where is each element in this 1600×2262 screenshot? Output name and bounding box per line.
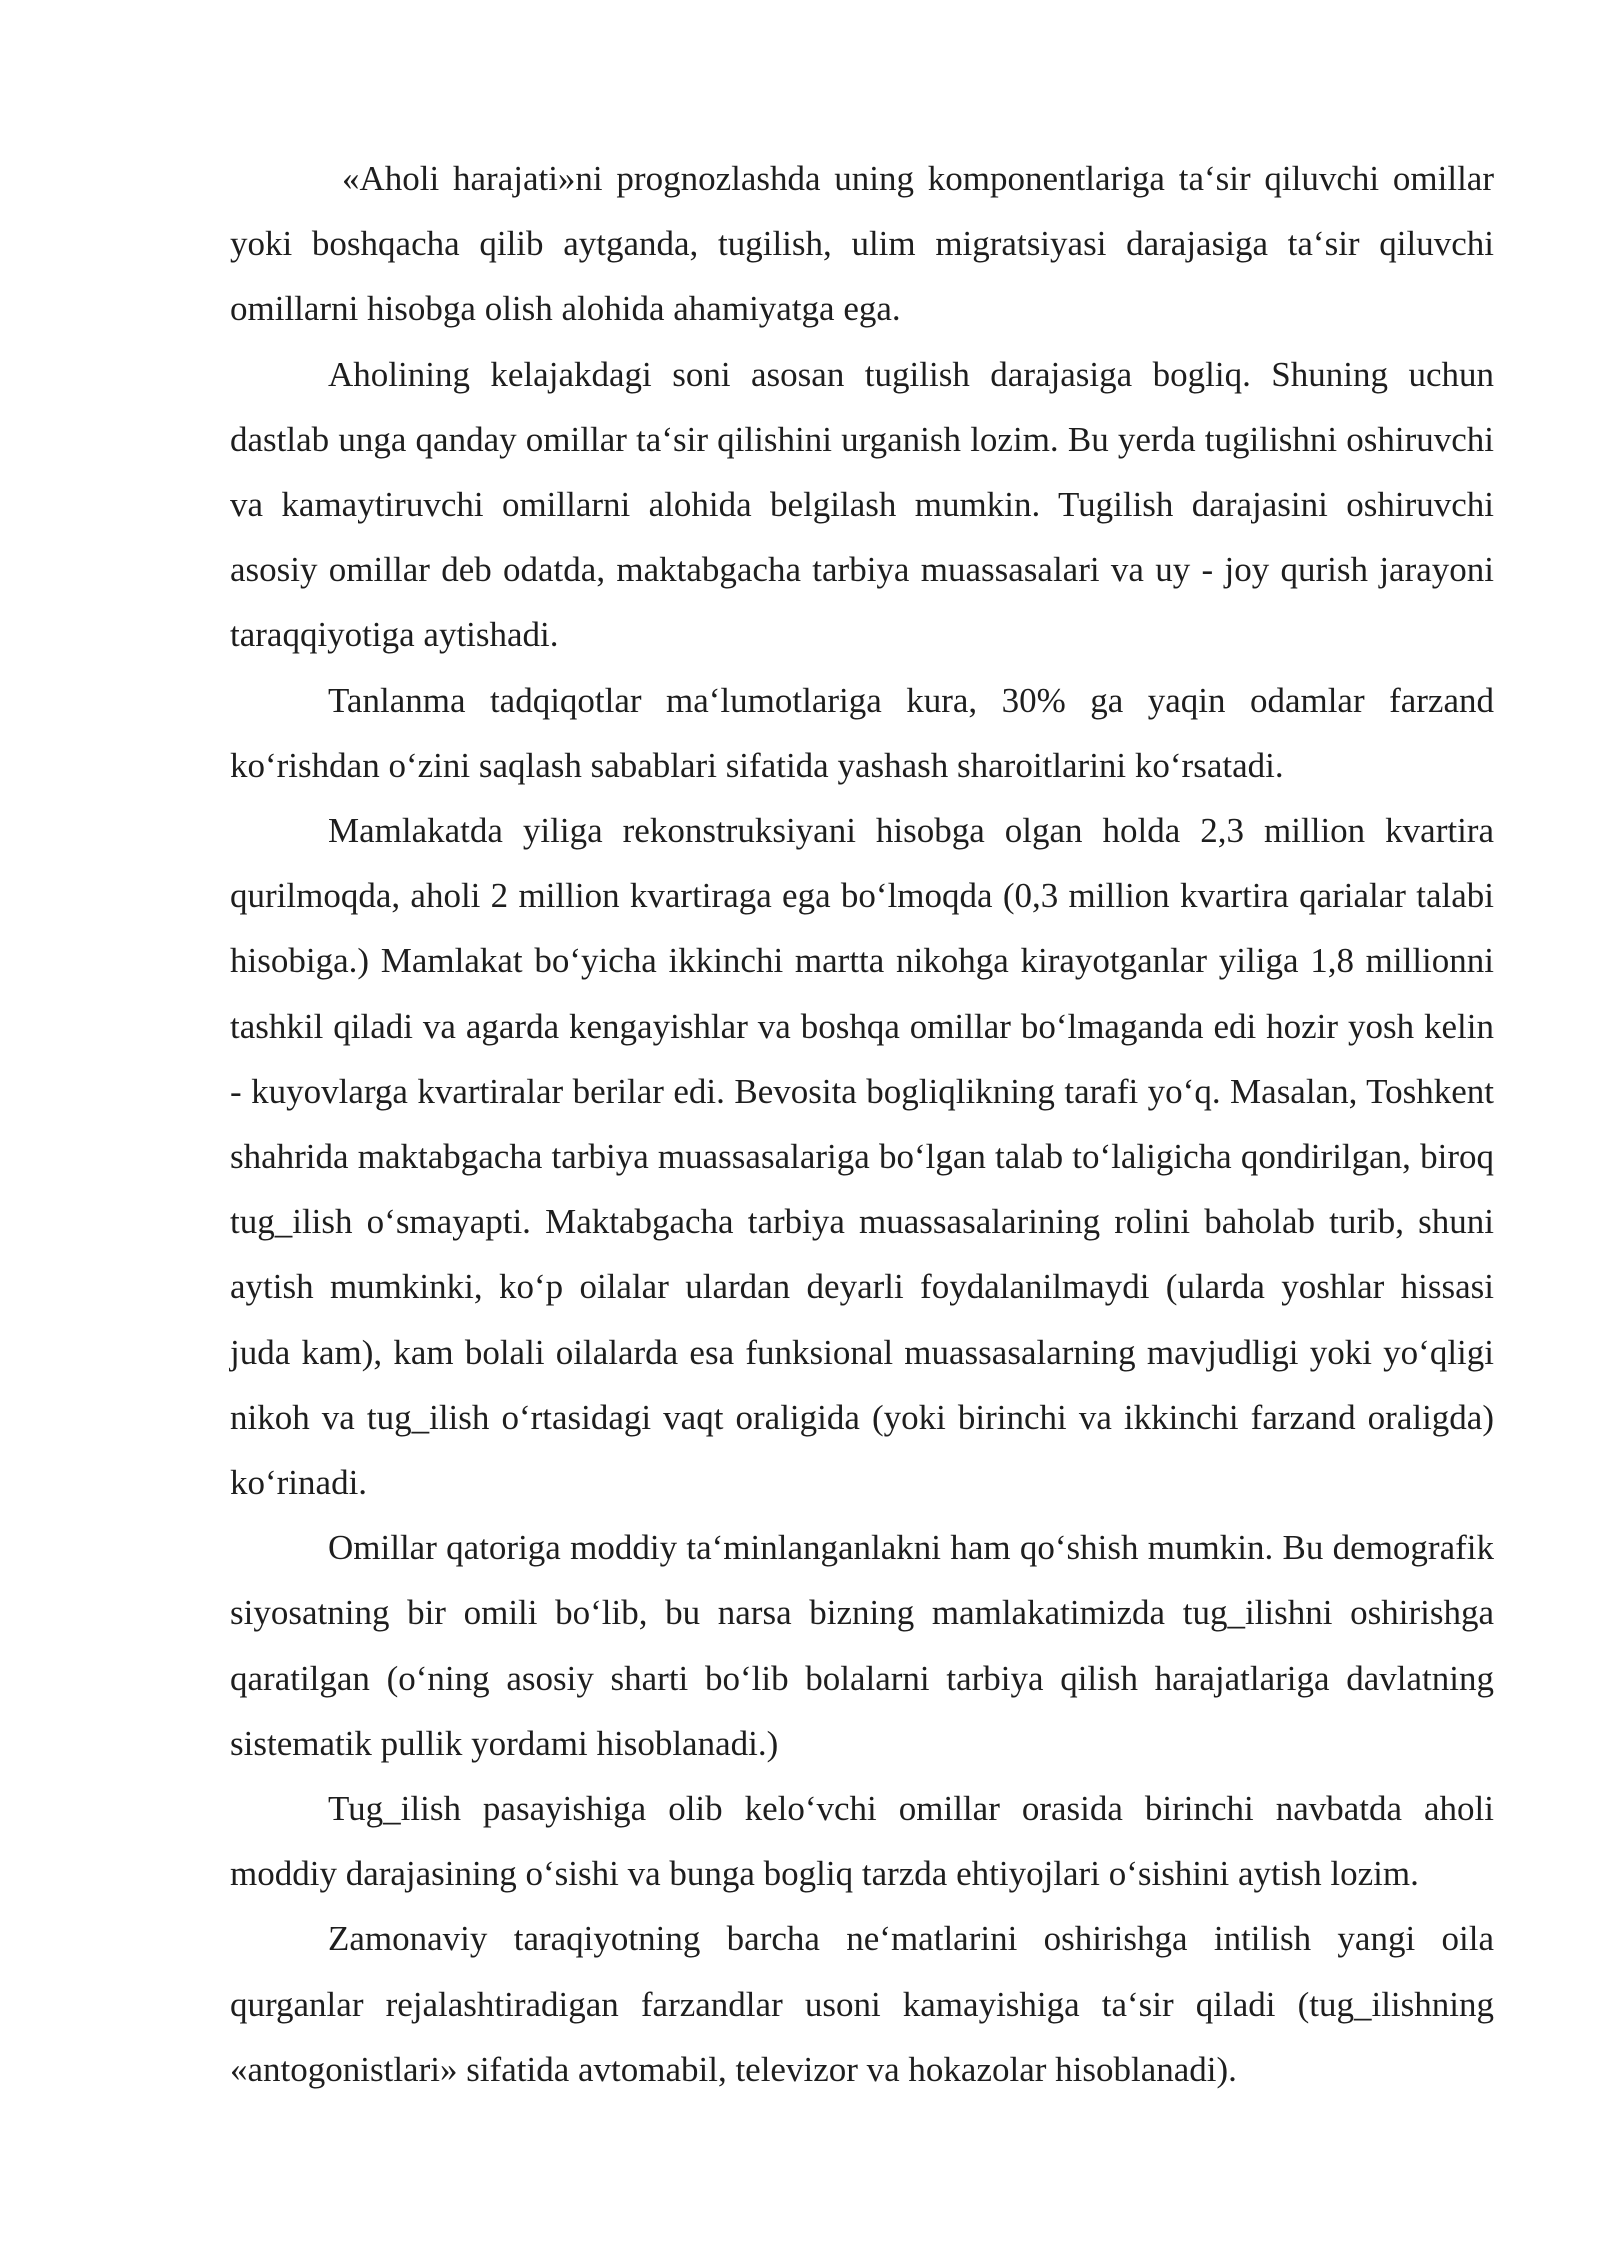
paragraph-4: Mamlakatda yiliga rekonstruksiyani hisobga olgan holda 2,3 million kvartira qurilmoqda, aholi 2 million kvartiraga ega bo‘lmoqda (0,3 million kvartira qarialar talabi hisobiga.) Mamlakat bo‘yicha ikkinchi martta nikohga kirayotganlar yiliga 1,8 millionni tashkil qiladi va agarda kengayishlar va boshqa omillar bo‘lmaganda edi hozir yosh kelin - kuyovlarga kvartiralar berilar edi. Bevosita bogliqlikning tarafi yo‘q. Masalan, Toshkent shahrida maktabgacha tarbiya muassasalariga bo‘lgan talab to‘laligicha qondirilgan, biroq tug_ilish o‘smayapti. Maktabgacha tarbiya muassasalarining rolini baholab turib, shuni aytish mumkinki, ko‘p oilalar ulardan deyarli foydalanilmaydi (ularda yoshlar hissasi juda kam), kam bolali oilalarda esa funksional muassasalarning mavjudligi yoki yo‘qligi nikoh va tug_ilish o‘rtasidagi vaqt oraligida (yoki birinchi va ikkinchi farzand oraligda) ko‘rinadi. (230, 811, 1494, 1503)
paragraph-6: Tug_ilish pasayishiga olib kelo‘vchi omillar orasida birinchi navbatda aholi moddiy darajasining o‘sishi va bunga bogliq tarzda ehtiyojlari o‘sishini aytish lozim. (230, 1789, 1494, 1894)
document-body (230, 146, 1494, 2102)
paragraph-2: Aholining kelajakdagi soni asosan tugilish darajasiga bogliq. Shuning uchun dastlab unga qanday omillar ta‘sir qilishini urganish lozim. Bu yerda tugilishni oshiruvchi va kamaytiruvchi omillarni alohida belgilash mumkin. Tugilish darajasini oshiruvchi asosiy omillar deb odatda, maktabgacha tarbiya muassasalari va uy - joy qurish jarayoni taraqqiyotiga aytishadi. (230, 354, 1494, 655)
paragraph-5: Omillar qatoriga moddiy ta‘minlanganlakni ham qo‘shish mumkin. Bu demografik siyosatning bir omili bo‘lib, bu narsa bizning mamlakatimizda tug_ilishni oshirishga qaratilgan (o‘ning asosiy sharti bo‘lib bolalarni tarbiya qilish harajatlariga davlatning sistematik pullik yordami hisoblanadi.) (230, 1528, 1494, 1763)
paragraph-3: Tanlanma tadqiqotlar ma‘lumotlariga kura, 30% ga yaqin odamlar farzand ko‘rishdan o‘zini saqlash sabablari sifatida yashash sharoitlarini ko‘rsatadi. (230, 680, 1494, 785)
paragraph-7: Zamonaviy taraqiyotning barcha ne‘matlarini oshirishga intilish yangi oila qurganlar rejalashtiradigan farzandlar usoni kamayishiga ta‘sir qiladi (tug_ilishning «antogonistlari» sifatida avtomabil, televizor va hokazolar hisoblanadi). (230, 1919, 1494, 2089)
paragraph-1: «Aholi harajati»ni prognozlashda uning komponentlariga ta‘sir qiluvchi omillar yoki boshqacha qilib aytganda, tugilish, ulim migratsiyasi darajasiga ta‘sir qiluvchi omillarni hisobga olish alohida ahamiyatga ega. (230, 159, 1494, 329)
